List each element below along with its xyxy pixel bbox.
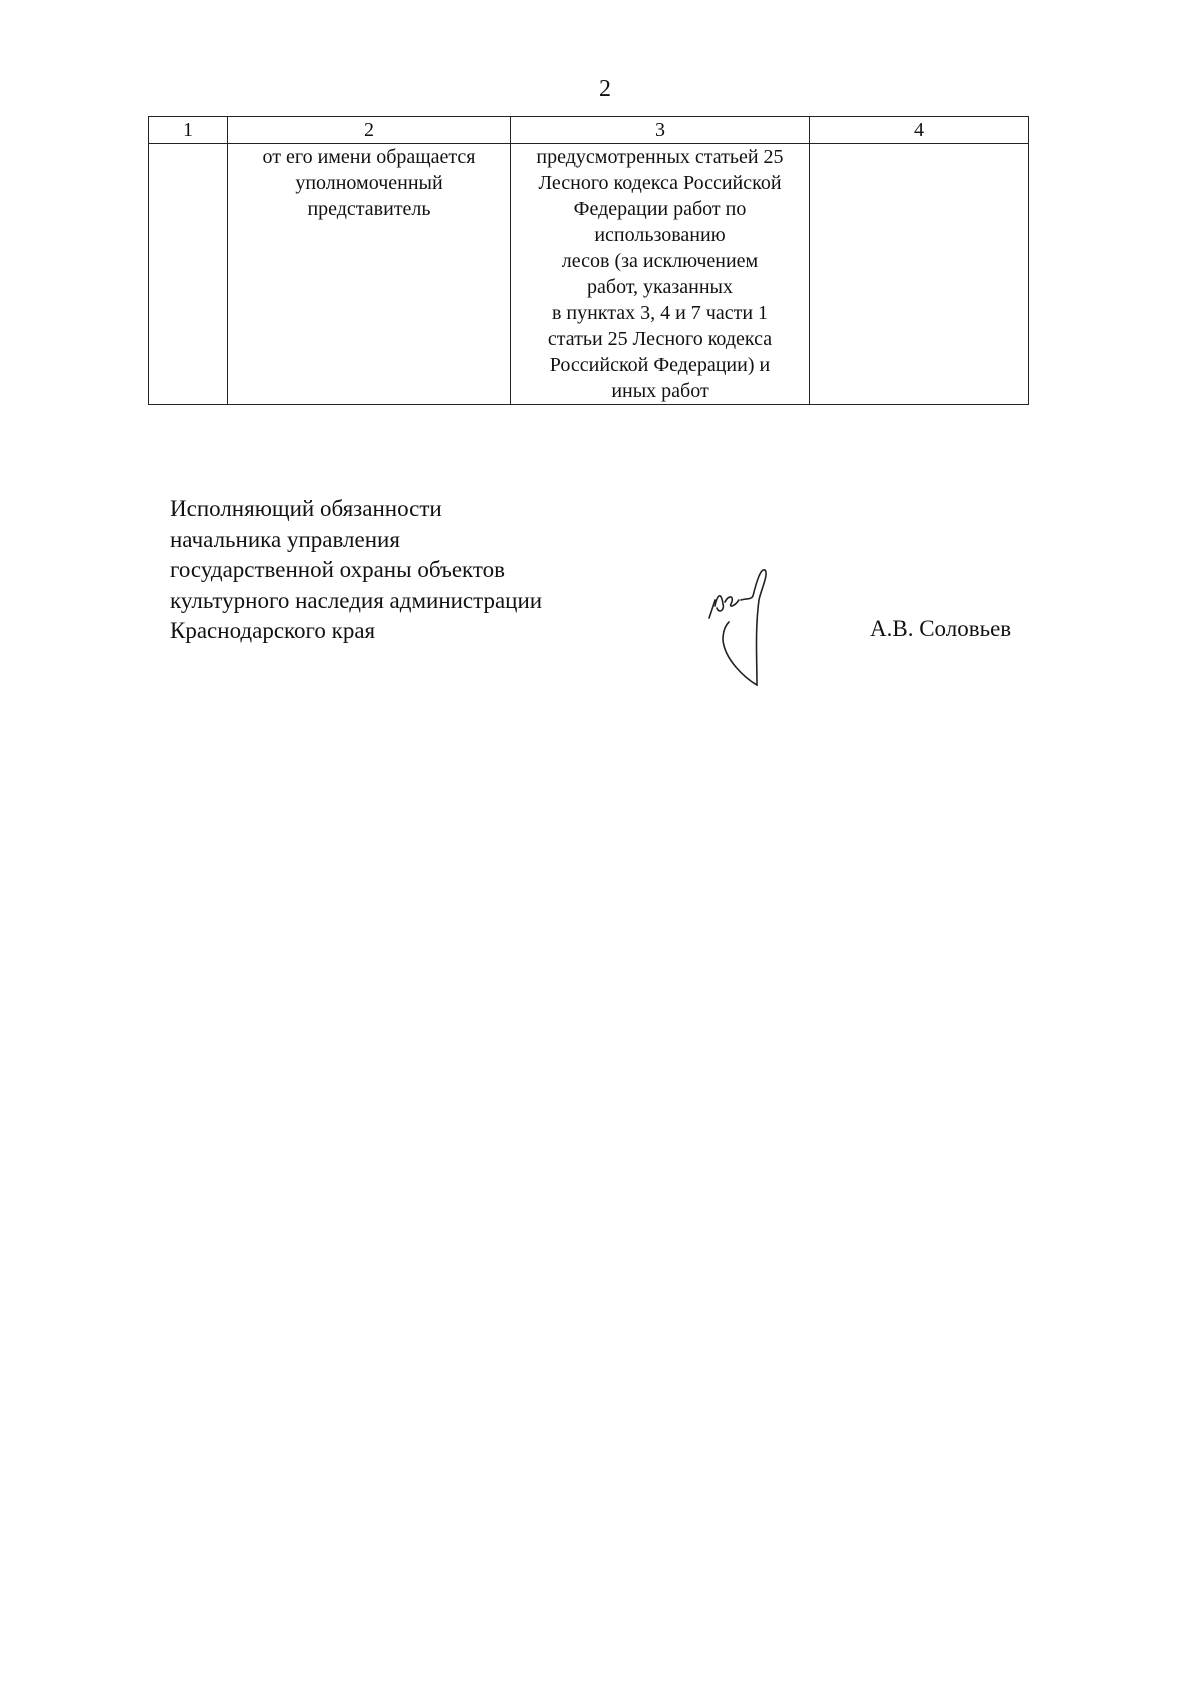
header-cell: 3 [511,117,810,144]
table-cell-1 [149,144,228,405]
position-line: начальника управления [170,526,400,552]
handwritten-signature [695,560,795,695]
cell-line: использованию [594,224,726,246]
signatory-name: А.В. Соловьев [870,616,1012,641]
header-cell: 2 [228,117,511,144]
position-line: государственной охраны объектов [170,557,506,582]
table-header-row [149,117,1029,144]
table-cell-4 [810,144,1029,405]
position-line: Исполняющий обязанности [170,496,442,521]
cell-line: в пунктах 3, 4 и 7 части 1 [551,302,769,324]
table-cell-2 [228,144,511,405]
table-row [149,144,1029,405]
document-table [148,116,1029,405]
position-line: Краснодарского края [170,618,376,643]
header-cell: 1 [149,117,228,144]
cell-line: уполномоченный [295,172,443,194]
header-cell: 4 [810,117,1029,144]
cell-line: Лесного кодекса Российской [538,172,782,194]
cell-line: иных работ [611,380,709,402]
page-number: 2 [599,76,611,102]
cell-line: предусмотренных статьей 25 [536,146,784,168]
position-line: культурного наследия администрации [170,587,543,613]
cell-line: лесов (за исключением [561,250,759,272]
table-cell-3 [511,144,810,405]
cell-line: Российской Федерации) и [549,354,771,376]
signatory-position [170,494,542,647]
cell-line: от его имени обращается [262,146,476,168]
cell-line: статьи 25 Лесного кодекса [547,328,773,350]
cell-line: Федерации работ по [573,198,747,220]
cell-line: работ, указанных [587,276,733,298]
cell-line: представитель [307,198,431,220]
